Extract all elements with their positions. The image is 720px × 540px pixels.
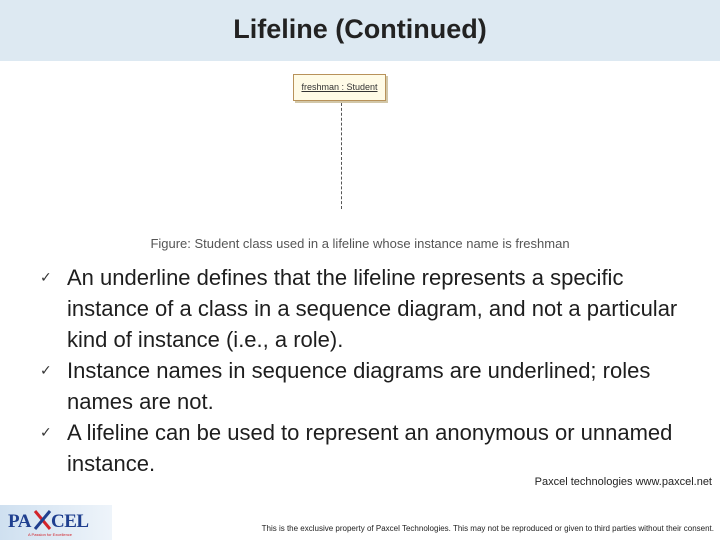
figure-caption: Figure: Student class used in a lifeline whose instance name is freshman: [150, 236, 570, 251]
footer-company: Paxcel technologies www.paxcel.net: [534, 476, 712, 488]
svg-text:A Passion for Excellence: A Passion for Excellence: [28, 532, 73, 537]
bullet-item: [40, 417, 700, 479]
svg-text:CEL: CEL: [51, 511, 89, 532]
slide-header: [0, 0, 720, 61]
bullet-item: [40, 262, 700, 355]
checkmark-icon: ✓: [40, 363, 52, 379]
checkmark-icon: ✓: [40, 270, 52, 286]
paxcel-logo: [0, 505, 112, 540]
bullet-item: [40, 355, 700, 417]
bullet-text: Instance names in sequence diagrams are underlined; roles names are not.: [67, 358, 651, 414]
lifeline-instance-label: freshman : Student: [301, 82, 378, 92]
footer-disclaimer: This is the exclusive property of Paxcel Technologies. This may not be reproduced or given to third parties without their consent.: [261, 524, 714, 533]
svg-text:PA: PA: [8, 511, 31, 532]
lifeline-diagram: [293, 74, 388, 214]
logo-x-mark: [35, 511, 50, 529]
checkmark-icon: ✓: [40, 425, 52, 441]
paxcel-logo-graphic: [0, 505, 112, 540]
bullet-list: [40, 262, 700, 479]
lifeline-head-box: [293, 74, 386, 101]
bullet-text: An underline defines that the lifeline represents a specific instance of a class in a sequence diagram, and not a particular kind of instance (i.e., a role).: [67, 265, 678, 352]
lifeline-dashed-line: [341, 103, 342, 209]
slide-title: Lifeline (Continued): [233, 14, 487, 44]
bullet-text: A lifeline can be used to represent an anonymous or unnamed instance.: [67, 420, 673, 476]
